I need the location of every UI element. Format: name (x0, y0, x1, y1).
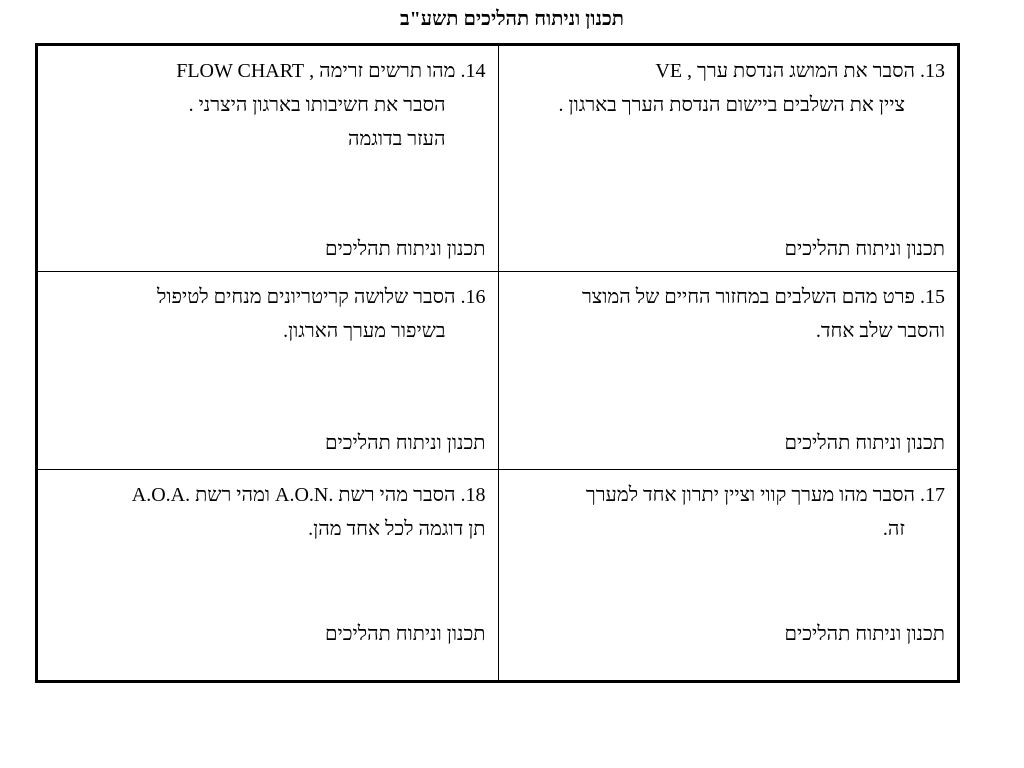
card-line: והסבר שלב אחד. (815, 320, 945, 342)
page-title: תכנון וניתוח תהליכים תשע"ב (400, 8, 624, 30)
card-footer: תכנון וניתוח תהליכים (784, 623, 945, 645)
card-footer: תכנון וניתוח תהליכים (324, 623, 486, 645)
question-card-15 (498, 272, 958, 470)
card-footer: תכנון וניתוח תהליכים (784, 238, 945, 260)
card-footer: תכנון וניתוח תהליכים (324, 238, 486, 260)
card-line: העזר בדוגמה (347, 128, 446, 150)
question-card-17 (498, 470, 958, 680)
question-card-18 (38, 470, 498, 680)
question-card-16 (38, 272, 498, 470)
card-footer: תכנון וניתוח תהליכים (324, 432, 486, 454)
card-question: 16. הסבר שלושה קריטריונים מנחים לטיפול (157, 286, 486, 308)
question-card-13 (498, 46, 958, 272)
card-question: 14. מהו תרשים זרימה , FLOW CHART (176, 60, 486, 82)
card-line: בשיפור מערך הארגון. (283, 320, 446, 342)
question-cards-grid (35, 43, 960, 683)
card-footer: תכנון וניתוח תהליכים (784, 432, 945, 454)
card-question: 15. פרט מהם השלבים במחזור החיים של המוצר (581, 286, 945, 308)
card-line: ציין את השלבים ביישום הנדסת הערך בארגון . (558, 94, 905, 116)
question-card-14 (38, 46, 498, 272)
card-question: 18. הסבר מהי רשת .A.O.N ומהי רשת .A.O.A (131, 484, 486, 506)
card-line: זה. (882, 518, 905, 540)
card-line: הסבר את חשיבותו בארגון היצרני . (188, 94, 446, 116)
card-question: 17. הסבר מהו מערך קווי וציין יתרון אחד למערך (585, 484, 945, 506)
card-question: 13. הסבר את המושג הנדסת ערך , VE (655, 60, 945, 82)
card-line: תן דוגמה לכל אחד מהן. (308, 518, 486, 540)
